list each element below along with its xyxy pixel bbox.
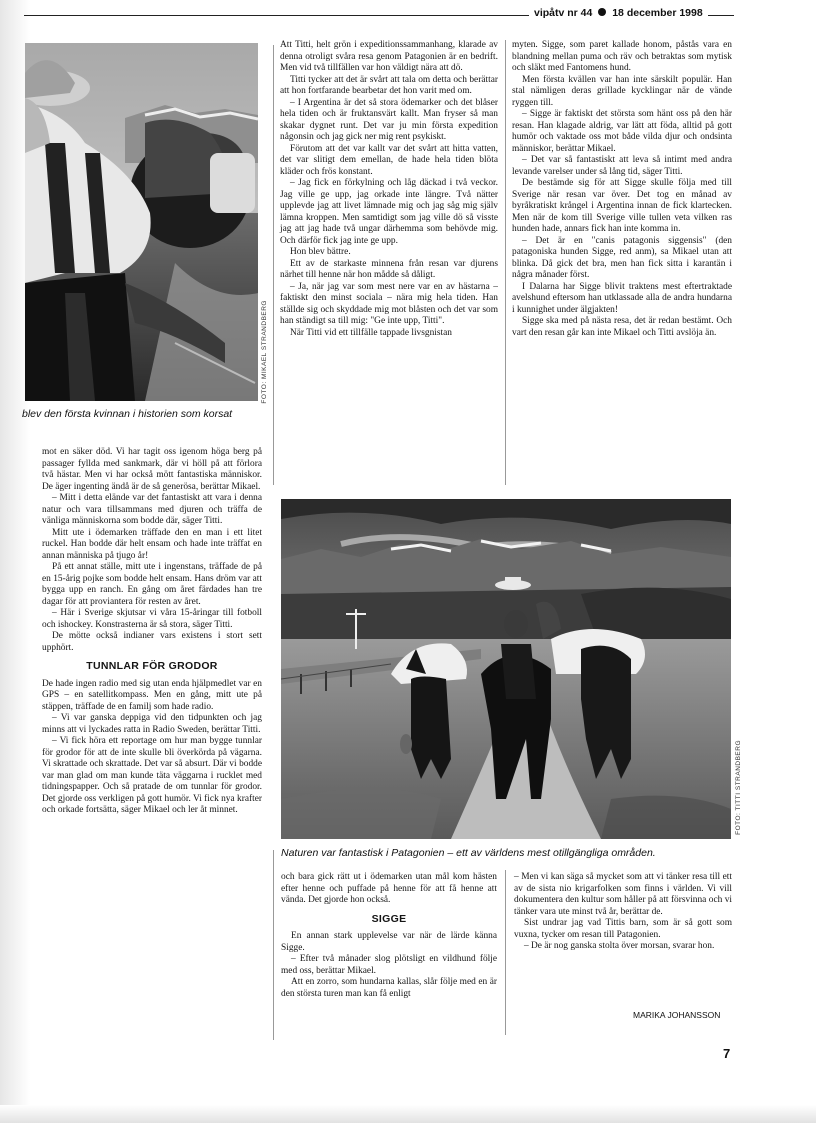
- header-rule-left: [24, 15, 529, 16]
- column-rule: [273, 850, 274, 1040]
- photo-rider-closeup-image: [25, 43, 258, 401]
- issue-date: 18 december 1998: [612, 7, 703, 19]
- paragraph: – Vi fick höra ett reportage om hur man bygge tunnlar för grodor för att de inte skulle bli överkörda på vägarna. Vi skrattade och skrattade. Det var så absurt. Där vi bodde var man glad om man kunde täta väggarna i rucklet med tidningspapper. Och så pratade de om tunnlar för grodor. Det gjorde oss verkligen på gott humör. Vi fick nya krafter och orkade fortsätta, säger Mikael och ler åt minnet.: [42, 736, 262, 815]
- subheading-sigge: SIGGE: [371, 912, 407, 925]
- photo-credit-top: FOTO: MIKAEL STRANDBERG: [261, 300, 268, 404]
- photo-caption-bottom: Naturen var fantastisk i Patagonien – ett av världens mest otillgängliga områden.: [281, 847, 656, 859]
- paragraph: Sigge ska med på nästa resa, det är redan bestämt. Och vart den resan går kan inte Mikael och Titti avslöja än.: [512, 316, 732, 338]
- subheading-tunnlar: TUNNLAR FÖR GRODOR: [86, 660, 218, 672]
- article-column-3-bottom: [514, 872, 732, 953]
- magazine-issue: vipåtv nr 44: [534, 7, 593, 19]
- paragraph: Ett av de starkaste minnena från resan var djurens närhet till henne när hon mådde så dåligt.: [280, 258, 498, 280]
- paragraph: – Det är en "canis patagonis siggensis" (den patagoniska hunden Sigge, red anm), sa Mikael utan att blinka. Då gick det bra, men han fick sitta i karantän i några månader först.: [512, 235, 732, 280]
- paragraph: Förutom att det var kallt var det svårt att hitta vatten, det var slitigt dem emellan, de hade hela tiden blöta kläder och frös konstant.: [280, 143, 498, 177]
- paragraph: De hade ingen radio med sig utan enda hjälpmedlet var en GPS – en satellitkompass. Men en gång, mitt ute på stäppen, träffade de en familj som hade radio.: [42, 678, 262, 712]
- header-rule-right: [708, 15, 734, 16]
- paragraph: När Titti vid ett tillfälle tappade livsgnistan: [290, 327, 452, 338]
- column-rule: [505, 40, 506, 485]
- photo-credit-bottom: FOTO: TITTI STRANDBERG: [735, 740, 742, 835]
- photo-caption-top: blev den första kvinnan i historien som korsat: [22, 408, 233, 420]
- paragraph: – Här i Sverige skjutsar vi våra 15-åringar till fotboll och ishockey. Konstrasterna är så stora, säger Titti.: [42, 608, 262, 630]
- paragraph: Titti tycker att det är svårt att tala om detta och berättar att hon fortfarande bearbetar det hon varit med om.: [280, 74, 498, 96]
- paragraph: – Vi var ganska deppiga vid den tidpunkten och jag minns att vi lyckades ratta in Radio Sweden, berättar Titti.: [42, 713, 262, 735]
- article-byline: MARIKA JOHANSSON: [633, 1010, 721, 1020]
- paragraph: – De är nog ganska stolta över morsan, svarar hon.: [524, 941, 715, 951]
- bullet-icon: [598, 8, 606, 16]
- paragraph: – Men vi kan säga så mycket som att vi tänker resa till ett av de sista nio krigarfolken som finns i världen. Vi vill dokumentera den kultur som håller på att försvinna och vi tänker vara ute minst två år, berättar de.: [514, 872, 732, 917]
- paragraph: – Ja, när jag var som mest nere var en av hästarna – faktiskt den minst sociala – nära mig hela tiden. Han ställde sig och skyddade mig mot blåsten och det var som han ständigt sa till mig: "Ge inte upp, Titti".: [280, 281, 498, 326]
- page-header: [534, 7, 703, 19]
- paragraph: Hon blev bättre.: [290, 247, 351, 257]
- paragraph: – I Argentina är det så stora ödemarker och det blåser hela tiden och är fruktansvärt kallt. Man fryser så man skakar dygnet runt. Det var ju min första expedition någonsin och jag gick ner mig rent psykiskt.: [280, 97, 498, 142]
- paragraph: Att Titti, helt grön i expeditionssammanhang, klarade av denna otroligt svåra resa genom Patagonien är en bedrift. Men vid två tillfällen var hon väldigt nära att dö.: [280, 40, 498, 73]
- column-rule: [505, 870, 506, 1035]
- column-rule: [273, 45, 274, 485]
- paragraph: mot en säker död. Vi har tagit oss igenom höga berg på passager fyllda med sankmark, där vi höll på att förlora två hästar. Men vi har också mött fantastiska människor. De äger ingenting ändå är de så generösa, berättar Mikael.: [42, 447, 262, 492]
- paragraph: De bestämde sig för att Sigge skulle följa med till Sverige när resan var över. Det tog en månad av byråkratiskt krångel i Argentina innan de fick klartecken. Men när de kom till Sverige ville tullen veta vilken ras hunden hade, annars fick han inte komma in.: [512, 178, 732, 234]
- paragraph: En annan stark upplevelse var när de lärde känna Sigge.: [281, 931, 497, 953]
- paragraph: I Dalarna har Sigge blivit traktens mest eftertraktade avelshund eftersom han utklassade alla de andra hundarna i kunnighet under älgjakten!: [512, 281, 732, 315]
- paragraph: Mitt ute i ödemarken träffade den en man i ett litet ruckel. Han bodde där helt ensam och hade inte träffat en annan människa på tjugo år!: [42, 527, 262, 561]
- paragraph: – Mitt i detta elände var det fantastiskt att vara i denna natur och vara tillsammans med djuren och träffa de vänliga människorna som bodde där, säger Titti.: [42, 493, 262, 526]
- article-column-2-bottom: [281, 872, 497, 1000]
- article-column-3: [512, 40, 732, 339]
- paragraph: De mötte också indianer vars existens i stort sett upphört.: [42, 631, 262, 653]
- paragraph: Sist undrar jag vad Tittis barn, som är så gott som vuxna, tycker om resan till Patagonien.: [514, 918, 732, 940]
- paragraph: Att en zorro, som hundarna kallas, slår följe med en är den största turen man kan få enligt: [281, 977, 497, 999]
- paragraph: – Sigge är faktiskt det största som hänt oss på den här resan. Han klagade aldrig, var lätt att föda, alltid på gott humör och vaktade oss mot både vilda djur och ondsinta människor, berättar Mikael.: [512, 109, 732, 154]
- page-number: 7: [723, 1046, 731, 1061]
- paragraph: och bara gick rätt ut i ödemarken utan mål kom hästen efter henne och puffade på henne för att få henne att vända. Det gjorde hon också.: [281, 872, 497, 905]
- paragraph: Men första kvällen var han inte särskilt populär. Han stal nämligen deras grillade kycklingar när de vände ryggen till.: [512, 74, 732, 108]
- scan-shadow-bottom: [0, 1105, 816, 1123]
- article-column-2: [280, 40, 498, 339]
- paragraph: myten. Sigge, som paret kallade honom, påstås vara en blandning mellan puma och räv och betraktas som mytisk och släkt med Fantomens hund.: [512, 40, 732, 73]
- paragraph: På ett annat ställe, mitt ute i ingenstans, träffade de på en 15-årig pojke som bodde helt ensam. Hans dröm var att bygga upp en ranch. En gång om året färdades han tre dagar för att proviantera för resten av året.: [42, 562, 262, 607]
- article-column-1: [42, 447, 262, 817]
- photo-rider-closeup: [25, 43, 258, 401]
- paragraph: – Jag fick en förkylning och låg däckad i två veckor. Jag ville ge upp, jag orkade inte längre. Två nätter upplevde jag att livet lämnade mig och jag såg mig själv lämna kroppen. Men samtidigt som jag ville dö så visste jag att jag hade två ungar därhemma som behövde mig. Och därför fick jag inte ge upp.: [280, 178, 498, 246]
- photo-horses-patagonia: [281, 499, 731, 839]
- paragraph: – Efter två månader slog plötsligt en vildhund följe med oss, berättar Mikael.: [281, 954, 497, 976]
- photo-horses-patagonia-image: [281, 499, 731, 839]
- paragraph: – Det var så fantastiskt att leva så intimt med andra levande varelser under så lång tid, säger Titti.: [512, 155, 732, 177]
